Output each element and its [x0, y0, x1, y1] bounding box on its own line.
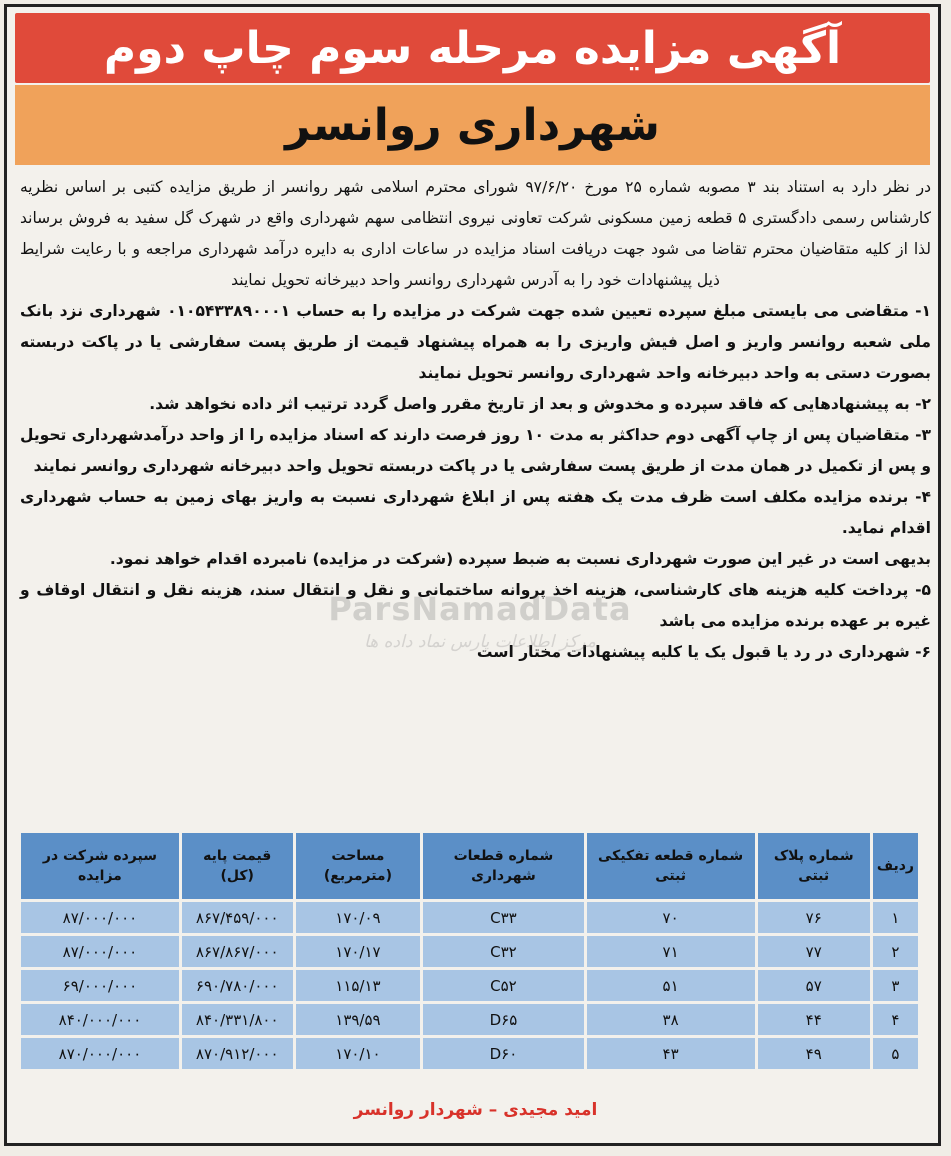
- cell-parcel-number: ۷۱: [587, 936, 755, 967]
- table-header-row: [21, 833, 918, 899]
- notice-title: آگهی مزایده مرحله سوم چاپ دوم: [103, 22, 842, 74]
- table-row: [21, 936, 918, 967]
- cell-deposit: ۸۷۰/۰۰۰/۰۰۰: [21, 1038, 179, 1069]
- cell-row-number: ۳: [873, 970, 918, 1001]
- cell-municipal-lot: C۵۲: [423, 970, 583, 1001]
- table-row: [21, 902, 918, 933]
- title-banner: [15, 13, 930, 83]
- cell-base-price: ۸۶۷/۸۶۷/۰۰۰: [182, 936, 293, 967]
- cell-row-number: ۲: [873, 936, 918, 967]
- cell-parcel-number: ۷۰: [587, 902, 755, 933]
- watermark-logo: ParsNamadData: [328, 590, 632, 628]
- cell-base-price: ۸۷۰/۹۱۲/۰۰۰: [182, 1038, 293, 1069]
- condition-1: ۱- متقاضی می بایستی مبلغ سپرده تعیین شده جهت شرکت در مزایده را به حساب ۰۱۰۵۴۳۳۸۹۰۰۰۱ شهرداری نزد بانک ملی شعبه روانسر واریز و اصل فیش واریزی را به همراه پیشنهاد قیمت از طریق پست سفارشی یا در پاکت دربسته بصورت دستی به واحد دبیرخانه واحد شهرداری روانسر تحویل نمایند: [20, 302, 931, 382]
- cell-deposit: ۸۷/۰۰۰/۰۰۰: [21, 902, 179, 933]
- header-row-number: ردیف: [873, 833, 918, 899]
- cell-parcel-number: ۴۳: [587, 1038, 755, 1069]
- condition-5: ۵- پرداخت کلیه هزینه های کارشناسی، هزینه اخذ پروانه ساختمانی و نقل و انتقال سند، هزینه نقل و انتقال اوقاف و غیره بر عهده برنده مزایده می باشد: [20, 581, 931, 630]
- cell-deposit: ۸۴۰/۰۰۰/۰۰۰: [21, 1004, 179, 1035]
- cell-municipal-lot: D۶۵: [423, 1004, 583, 1035]
- notice-body: [20, 172, 931, 668]
- header-parcel-number: شماره قطعه تفکیکی ثبتی: [587, 833, 755, 899]
- table-row: [21, 1004, 918, 1035]
- header-deposit: سپرده شرکت در مزایده: [21, 833, 179, 899]
- cell-deposit: ۸۷/۰۰۰/۰۰۰: [21, 936, 179, 967]
- cell-municipal-lot: C۳۳: [423, 902, 583, 933]
- cell-base-price: ۸۴۰/۳۳۱/۸۰۰: [182, 1004, 293, 1035]
- cell-row-number: ۱: [873, 902, 918, 933]
- lots-table: [18, 830, 921, 1072]
- cell-plate-number: ۴۹: [758, 1038, 870, 1069]
- cell-municipal-lot: C۳۲: [423, 936, 583, 967]
- table-row: [21, 970, 918, 1001]
- cell-area: ۱۷۰/۱۷: [296, 936, 421, 967]
- cell-parcel-number: ۵۱: [587, 970, 755, 1001]
- cell-deposit: ۶۹/۰۰۰/۰۰۰: [21, 970, 179, 1001]
- condition-3: ۳- متقاضیان پس از چاپ آگهی دوم حداکثر به مدت ۱۰ روز فرصت دارند که اسناد مزایده را از واحد درآمدشهرداری تحویل و پس از تکمیل در همان مدت از طریق پست سفارشی یا در پاکت دربسته تحویل واحد دبیرخانه شهرداری روانسر نمایند: [20, 426, 931, 475]
- intro-paragraph: در نظر دارد به استناد بند ۳ مصوبه شماره ۲۵ مورخ ۹۷/۶/۲۰ شورای محترم اسلامی شهر روانسر از طریق مزایده کتبی بر اساس نظریه کارشناس رسمی دادگستری ۵ قطعه زمین مسکونی شرکت تعاونی نیروی انتظامی سهم شهرداری واقع در شهرک گل سفید به فروش برساند لذا از کلیه متقاضیان محترم تقاضا می شود جهت دریافت اسناد مزایده در ساعات اداری به دایره درآمد شهرداری مراجعه و با رعایت شرایط ذیل پیشنهادات خود را به آدرس شهرداری روانسر واحد دبیرخانه تحویل نمایند: [20, 178, 932, 289]
- header-area: مساحت (مترمربع): [296, 833, 421, 899]
- signature: امید مجیدی – شهردار روانسر: [353, 1100, 598, 1120]
- condition-4-note: بدیهی است در غیر این صورت شهرداری نسبت به ضبط سپرده (شرکت در مزایده) نامبرده اقدام خواهد نمود.: [109, 550, 931, 568]
- cell-plate-number: ۷۷: [758, 936, 870, 967]
- header-plate-number: شماره پلاک ثبتی: [758, 833, 870, 899]
- organization-banner: [15, 85, 930, 165]
- cell-row-number: ۴: [873, 1004, 918, 1035]
- watermark-subtitle: مرکز اطلاعات پارس نماد داده ها: [364, 632, 596, 652]
- cell-base-price: ۶۹۰/۷۸۰/۰۰۰: [182, 970, 293, 1001]
- condition-6: ۶- شهرداری در رد یا قبول یک یا کلیه پیشنهادات مختار است: [476, 643, 931, 661]
- header-municipal-lot: شماره قطعات شهرداری: [423, 833, 583, 899]
- cell-area: ۱۷۰/۱۰: [296, 1038, 421, 1069]
- cell-row-number: ۵: [873, 1038, 918, 1069]
- cell-base-price: ۸۶۷/۴۵۹/۰۰۰: [182, 902, 293, 933]
- organization-name: شهرداری روانسر: [285, 99, 660, 151]
- cell-municipal-lot: D۶۰: [423, 1038, 583, 1069]
- header-base-price: قیمت پایه (کل): [182, 833, 293, 899]
- cell-area: ۱۳۹/۵۹: [296, 1004, 421, 1035]
- condition-2: ۲- به پیشنهادهایی که فاقد سپرده و مخدوش و بعد از تاریخ مقرر واصل گردد ترتیب اثر داده نخواهد شد.: [149, 395, 931, 413]
- cell-plate-number: ۵۷: [758, 970, 870, 1001]
- condition-4: ۴- برنده مزایده مکلف است ظرف مدت یک هفته پس از ابلاغ شهرداری نسبت به واریز بهای زمین به حساب شهرداری اقدام نماید.: [20, 488, 931, 537]
- cell-parcel-number: ۳۸: [587, 1004, 755, 1035]
- cell-area: ۱۱۵/۱۳: [296, 970, 421, 1001]
- table-row: [21, 1038, 918, 1069]
- cell-plate-number: ۴۴: [758, 1004, 870, 1035]
- cell-plate-number: ۷۶: [758, 902, 870, 933]
- cell-area: ۱۷۰/۰۹: [296, 902, 421, 933]
